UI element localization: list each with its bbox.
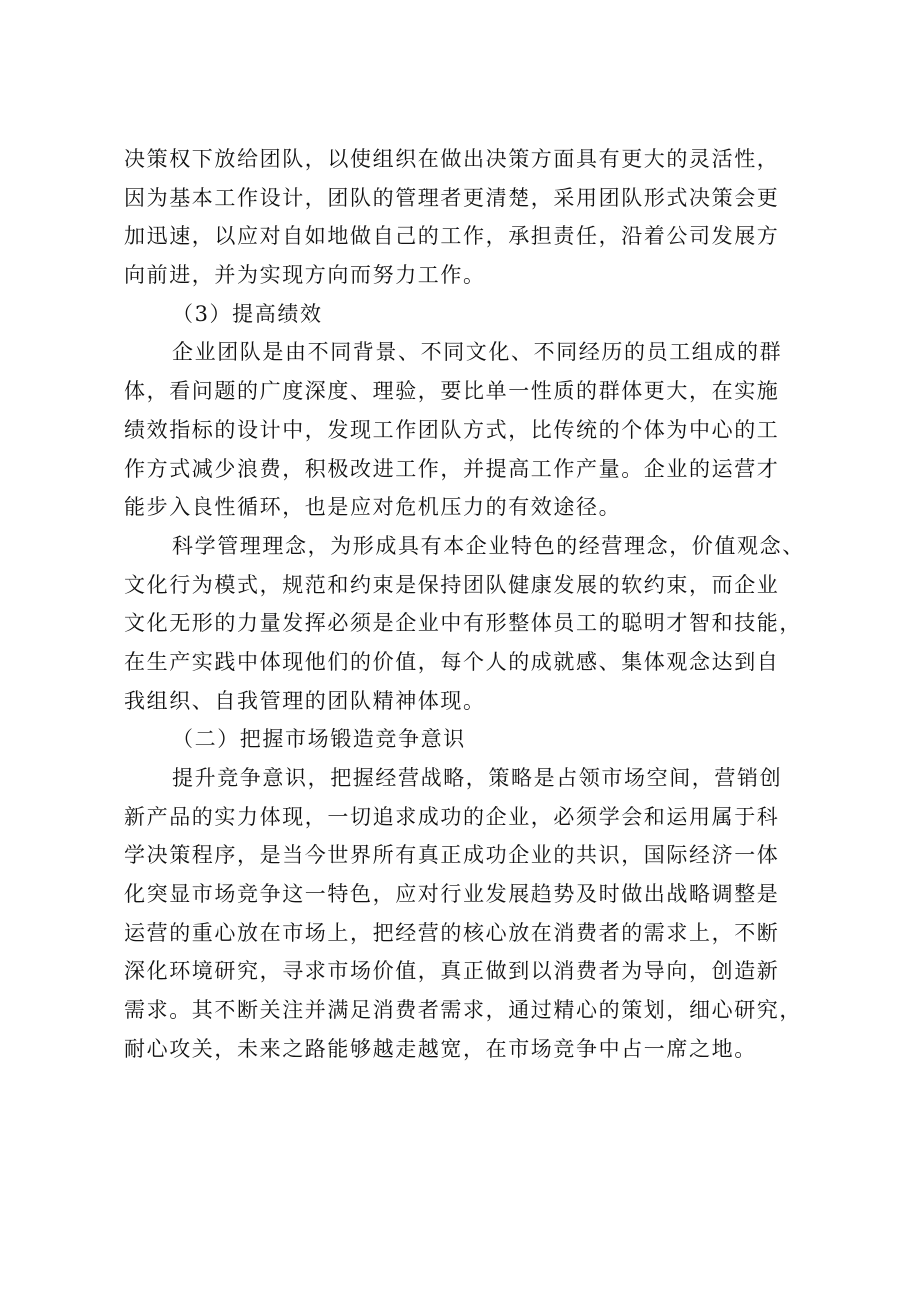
body-text-line: 在生产实践中体现他们的价值，每个人的成就感、集体观念达到自 <box>124 649 780 674</box>
body-text-line: 新产品的实力体现，一切追求成功的企业，必须学会和运用属于科 <box>124 804 780 829</box>
body-text-line: 向前进，并为实现方向而努力工作。 <box>124 263 486 288</box>
body-text-line: 因为基本工作设计，团队的管理者更清楚，采用团队形式决策会更 <box>124 185 780 210</box>
body-text-line: 我组织、自我管理的团队精神体现。 <box>124 688 486 713</box>
body-text-line: 化突显市场竞争这一特色，应对行业发展趋势及时做出战略调整是 <box>124 882 780 907</box>
body-text-line: 体，看问题的广度深度、理验，要比单一性质的群体更大，在实施 <box>124 379 780 404</box>
body-text-line: 需求。其不断关注并满足消费者需求，通过精心的策划，细心研究， <box>124 998 802 1023</box>
paragraph-first-line: 企业团队是由不同背景、不同文化、不同经历的员工组成的群 <box>172 340 783 365</box>
document-body <box>124 140 824 1069</box>
paragraph-first-line: 科学管理理念，为形成具有本企业特色的经营理念，价值观念、 <box>172 533 805 558</box>
body-text-line: 决策权下放给团队，以使组织在做出决策方面具有更大的灵活性， <box>124 147 780 171</box>
section-heading: （二）把握市场锻造竞争意识 <box>172 727 466 752</box>
body-text-line: 能步入良性循环，也是应对危机压力的有效途径。 <box>124 495 622 520</box>
body-text-line: 作方式减少浪费，积极改进工作，并提高工作产量。企业的运营才 <box>124 456 780 481</box>
body-text-line: 加迅速，以应对自如地做自己的工作，承担责任，沿着公司发展方 <box>124 224 780 249</box>
subsection-heading: （3）提高绩效 <box>172 301 323 326</box>
body-text-line: 运营的重心放在市场上，把经营的核心放在消费者的需求上，不断 <box>124 920 780 945</box>
body-text-line: 绩效指标的设计中，发现工作团队方式，比传统的个体为中心的工 <box>124 417 780 442</box>
body-text-line: 耐心攻关，未来之路能够越走越宽，在市场竞争中占一席之地。 <box>124 1036 757 1061</box>
body-text-line: 学决策程序，是当今世界所有真正成功企业的共识，国际经济一体 <box>124 843 780 868</box>
paragraph-first-line: 提升竞争意识，把握经营战略，策略是占领市场空间，营销创 <box>172 766 783 790</box>
body-text-line: 文化无形的力量发挥必须是企业中有形整体员工的聪明才智和技能， <box>124 611 802 636</box>
body-text-line: 文化行为模式，规范和约束是保持团队健康发展的软约束，而企业 <box>124 572 780 597</box>
body-text-line: 深化环境研究，寻求市场价值，真正做到以消费者为导向，创造新 <box>124 959 780 984</box>
